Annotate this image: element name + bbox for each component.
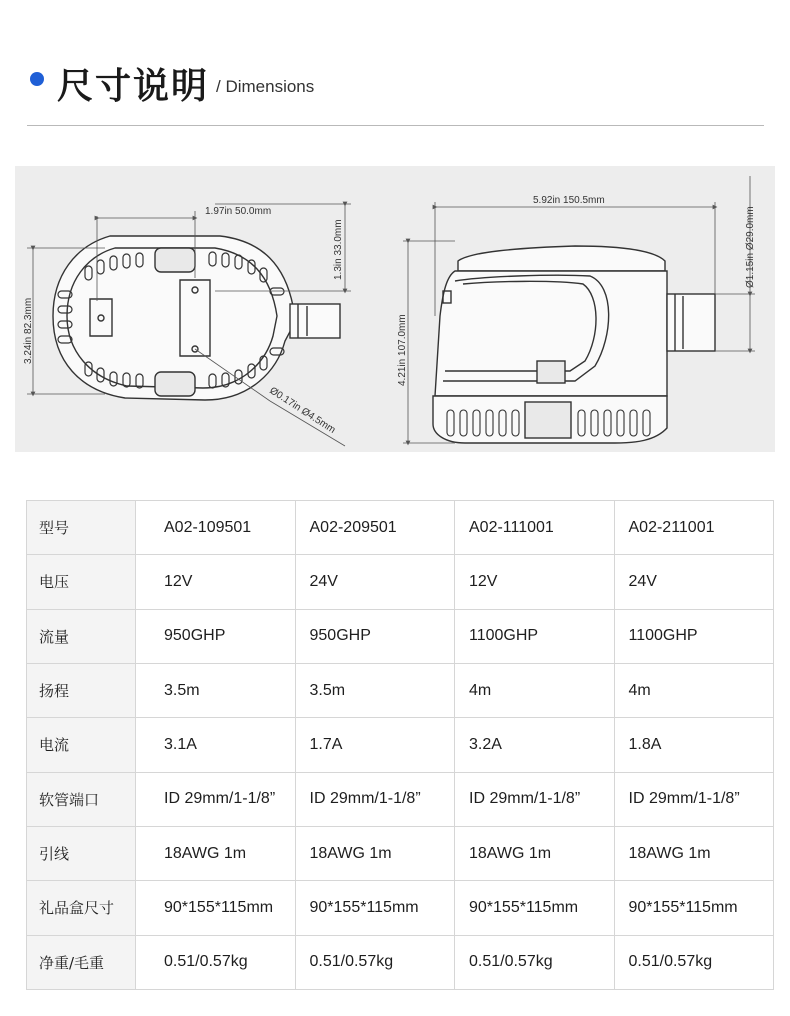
table-cell: 4m — [614, 663, 774, 717]
table-row — [27, 609, 774, 663]
top-view-outlet-offset-label: 1.3in 33.0mm — [333, 219, 344, 280]
table-cell: A02-109501 — [136, 501, 296, 555]
table-row — [27, 663, 774, 717]
table-cell: 24V — [295, 555, 455, 609]
table-row — [27, 935, 774, 989]
table-cell: 18AWG 1m — [455, 826, 615, 880]
table-cell: 950GHP — [136, 609, 296, 663]
spec-table — [26, 500, 774, 990]
table-cell: A02-211001 — [614, 501, 774, 555]
table-cell: 90*155*115mm — [614, 881, 774, 935]
table-cell: 3.1A — [136, 718, 296, 772]
row-label: 电流 — [27, 718, 136, 772]
table-cell: 12V — [455, 555, 615, 609]
row-label: 型号 — [27, 501, 136, 555]
table-cell: A02-111001 — [455, 501, 615, 555]
table-cell: ID 29mm/1-1/8” — [136, 772, 296, 826]
side-view-length-label: 5.92in 150.5mm — [533, 195, 605, 206]
section-subtitle: / Dimensions — [216, 77, 315, 96]
table-cell: 1100GHP — [455, 609, 615, 663]
table-cell: 1.7A — [295, 718, 455, 772]
table-cell: 1.8A — [614, 718, 774, 772]
table-cell: 0.51/0.57kg — [455, 935, 615, 989]
table-cell: 0.51/0.57kg — [136, 935, 296, 989]
row-label: 礼品盒尺寸 — [27, 881, 136, 935]
table-cell: 24V — [614, 555, 774, 609]
row-label: 扬程 — [27, 663, 136, 717]
table-cell: 90*155*115mm — [295, 881, 455, 935]
table-cell: 1100GHP — [614, 609, 774, 663]
table-cell: 18AWG 1m — [295, 826, 455, 880]
table-cell: 90*155*115mm — [136, 881, 296, 935]
table-row — [27, 881, 774, 935]
top-view-height-label: 3.24in 82.3mm — [23, 297, 34, 364]
table-cell: 950GHP — [295, 609, 455, 663]
table-cell: 90*155*115mm — [455, 881, 615, 935]
table-row — [27, 555, 774, 609]
side-view-outlet-diameter-label: Ø1.15in Ø29.0mm — [745, 206, 756, 288]
table-cell: 0.51/0.57kg — [295, 935, 455, 989]
row-label: 引线 — [27, 826, 136, 880]
dimension-drawing-panel — [15, 166, 775, 452]
table-cell: 18AWG 1m — [136, 826, 296, 880]
row-label: 流量 — [27, 609, 136, 663]
row-label: 软管端口 — [27, 772, 136, 826]
table-cell: ID 29mm/1-1/8” — [295, 772, 455, 826]
table-cell: 18AWG 1m — [614, 826, 774, 880]
dimension-drawing — [15, 166, 775, 452]
section-title: 尺寸说明 — [57, 66, 210, 107]
table-row — [27, 718, 774, 772]
bullet-dot-icon — [30, 72, 44, 86]
top-view-hole-label: Ø0.17in Ø4.5mm — [267, 385, 338, 436]
table-cell: 12V — [136, 555, 296, 609]
table-cell: ID 29mm/1-1/8” — [455, 772, 615, 826]
top-view-drawing — [53, 236, 340, 400]
table-cell: 0.51/0.57kg — [614, 935, 774, 989]
row-label: 净重/毛重 — [27, 935, 136, 989]
table-cell: A02-209501 — [295, 501, 455, 555]
table-cell: 3.5m — [295, 663, 455, 717]
table-row — [27, 772, 774, 826]
header-divider — [27, 125, 764, 126]
side-view-drawing — [433, 246, 715, 443]
table-cell: 4m — [455, 663, 615, 717]
row-label: 电压 — [27, 555, 136, 609]
table-row — [27, 501, 774, 555]
table-cell: 3.2A — [455, 718, 615, 772]
side-view-height-label: 4.21in 107.0mm — [397, 314, 408, 386]
table-row — [27, 826, 774, 880]
top-view-width-label: 1.97in 50.0mm — [205, 206, 272, 217]
table-cell: 3.5m — [136, 663, 296, 717]
table-cell: ID 29mm/1-1/8” — [614, 772, 774, 826]
section-header — [27, 58, 767, 108]
